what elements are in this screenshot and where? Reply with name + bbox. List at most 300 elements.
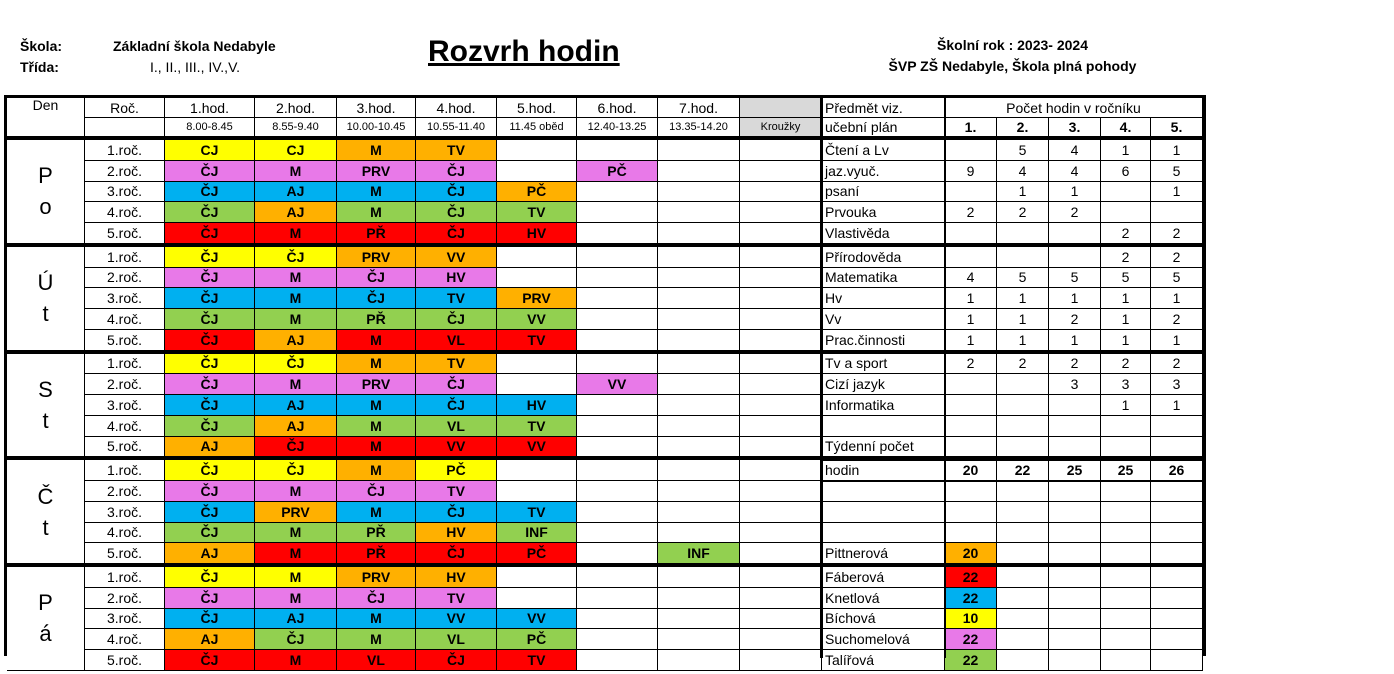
col-header-hour: 6.hod. <box>577 98 658 118</box>
plan-value <box>945 502 997 523</box>
lesson-cell: M <box>337 354 416 375</box>
plan-value: 1 <box>1049 330 1101 351</box>
col-header-den: Den <box>7 98 85 137</box>
plan-value: 4 <box>1049 161 1101 182</box>
plan-value: 1 <box>997 182 1049 203</box>
grade-cell: 4.roč. <box>85 202 165 223</box>
col-header-time: 11.45 oběd <box>497 118 577 137</box>
plan-subject: Hv <box>822 288 945 309</box>
lesson-cell <box>740 330 822 351</box>
plan-subject: Čtení a Lv <box>822 140 945 161</box>
plan-header-subject-sub: učební plán <box>822 118 945 137</box>
plan-value: 1 <box>1101 330 1151 351</box>
col-header-time: 8.00-8.45 <box>165 118 255 137</box>
plan-subject: Prac.činnosti <box>822 330 945 351</box>
lesson-cell: PRV <box>497 288 577 309</box>
grade-cell: 5.roč. <box>85 543 165 564</box>
grade-cell: 2.roč. <box>85 481 165 502</box>
lesson-cell <box>740 650 822 671</box>
plan-subject: Vv <box>822 309 945 330</box>
plan-value <box>997 523 1049 544</box>
grade-cell: 5.roč. <box>85 223 165 244</box>
lesson-cell <box>497 354 577 375</box>
weekly-total: 25 <box>1101 460 1151 481</box>
plan-value: 2 <box>997 202 1049 223</box>
lesson-cell <box>658 140 740 161</box>
lesson-cell: PŘ <box>337 523 416 544</box>
lesson-cell: M <box>255 309 337 330</box>
lesson-cell: M <box>337 416 416 437</box>
plan-value: 1 <box>1101 395 1151 416</box>
lesson-cell: ČJ <box>165 223 255 244</box>
plan-value <box>1049 247 1101 268</box>
plan-value <box>997 395 1049 416</box>
lesson-cell: ČJ <box>165 374 255 395</box>
grid-divider <box>7 564 822 567</box>
lesson-cell: PČ <box>497 182 577 203</box>
teacher-hours: 22 <box>945 588 997 609</box>
lesson-cell: ČJ <box>165 609 255 630</box>
plan-value: 1 <box>1049 288 1101 309</box>
plan-value: 5 <box>1101 268 1151 289</box>
plan-value: 5 <box>1151 268 1203 289</box>
plan-header-grade: 2. <box>997 118 1049 137</box>
teacher-name: Talířová <box>822 650 945 671</box>
grid-divider <box>822 459 1203 461</box>
plan-value: 1 <box>1101 140 1151 161</box>
lesson-cell: AJ <box>255 182 337 203</box>
lesson-cell <box>658 288 740 309</box>
lesson-cell: ČJ <box>165 588 255 609</box>
weekly-total: 22 <box>997 460 1049 481</box>
plan-value <box>1101 202 1151 223</box>
lesson-cell: ČJ <box>337 588 416 609</box>
lesson-cell <box>658 567 740 588</box>
lesson-cell: VV <box>416 437 497 458</box>
plan-value <box>1151 650 1203 671</box>
lesson-cell <box>577 223 658 244</box>
plan-value <box>945 437 997 458</box>
plan-value <box>1101 437 1151 458</box>
weekly-total: 20 <box>945 460 997 481</box>
school-program: ŠVP ZŠ Nedabyle, Škola plná pohody <box>888 58 1137 74</box>
plan-value <box>997 374 1049 395</box>
lesson-cell <box>740 268 822 289</box>
lesson-cell <box>577 140 658 161</box>
lesson-cell: ČJ <box>337 268 416 289</box>
plan-value <box>1049 543 1101 564</box>
grid-divider <box>820 98 823 658</box>
page-title: Rozvrh hodin <box>428 35 620 68</box>
plan-value: 2 <box>997 354 1049 375</box>
plan-value <box>1151 416 1203 437</box>
lesson-cell: PŘ <box>337 223 416 244</box>
plan-value <box>945 182 997 203</box>
plan-subject: psaní <box>822 182 945 203</box>
lesson-cell: TV <box>497 330 577 351</box>
teacher-name: Pittnerová <box>822 543 945 564</box>
plan-value <box>1049 502 1101 523</box>
lesson-cell: M <box>337 395 416 416</box>
plan-value <box>1101 588 1151 609</box>
plan-subject: Přírodověda <box>822 247 945 268</box>
lesson-cell <box>658 268 740 289</box>
lesson-cell <box>740 588 822 609</box>
plan-value <box>997 437 1049 458</box>
lesson-cell: ČJ <box>416 650 497 671</box>
lesson-cell <box>577 460 658 481</box>
lesson-cell <box>740 223 822 244</box>
plan-value <box>1101 182 1151 203</box>
lesson-cell: VL <box>416 416 497 437</box>
grade-cell: 3.roč. <box>85 609 165 630</box>
lesson-cell: VL <box>416 629 497 650</box>
lesson-cell: AJ <box>165 437 255 458</box>
lesson-cell: ČJ <box>416 374 497 395</box>
lesson-cell <box>577 567 658 588</box>
plan-value: 2 <box>1049 354 1101 375</box>
day-letter: Č <box>37 483 54 509</box>
day-letter: o <box>39 194 52 220</box>
day-letter: á <box>39 621 52 647</box>
plan-value: 1 <box>945 309 997 330</box>
lesson-cell <box>497 247 577 268</box>
col-header-hour: 1.hod. <box>165 98 255 118</box>
plan-subject: Tv a sport <box>822 354 945 375</box>
lesson-cell: M <box>337 140 416 161</box>
lesson-cell: ČJ <box>165 354 255 375</box>
lesson-cell <box>577 416 658 437</box>
lesson-cell <box>740 416 822 437</box>
col-header-roc-sub <box>85 118 165 137</box>
lesson-cell <box>577 268 658 289</box>
plan-value: 1 <box>997 288 1049 309</box>
plan-value <box>997 223 1049 244</box>
lesson-cell <box>497 140 577 161</box>
lesson-cell: PRV <box>337 374 416 395</box>
plan-header-grade: 5. <box>1151 118 1203 137</box>
lesson-cell: ČJ <box>416 309 497 330</box>
lesson-cell: TV <box>497 202 577 223</box>
plan-value: 2 <box>1049 202 1101 223</box>
lesson-cell: TV <box>497 650 577 671</box>
plan-value <box>997 609 1049 630</box>
plan-value: 2 <box>1151 223 1203 244</box>
plan-subject: jaz.vyuč. <box>822 161 945 182</box>
lesson-cell: HV <box>497 395 577 416</box>
teacher-name: Fáberová <box>822 567 945 588</box>
lesson-cell <box>658 223 740 244</box>
grade-cell: 3.roč. <box>85 288 165 309</box>
col-header-hour: 2.hod. <box>255 98 337 118</box>
grade-cell: 1.roč. <box>85 567 165 588</box>
lesson-cell <box>658 437 740 458</box>
lesson-cell <box>577 330 658 351</box>
class-label: Třída: <box>20 59 59 75</box>
lesson-cell: ČJ <box>416 502 497 523</box>
lesson-cell: PRV <box>337 567 416 588</box>
plan-value <box>1049 609 1101 630</box>
lesson-cell: HV <box>416 567 497 588</box>
grade-cell: 2.roč. <box>85 588 165 609</box>
plan-value: 1 <box>1101 288 1151 309</box>
lesson-cell <box>577 650 658 671</box>
plan-value: 4 <box>997 161 1049 182</box>
lesson-cell: ČJ <box>165 650 255 671</box>
lesson-cell: INF <box>658 543 740 564</box>
lesson-cell: PČ <box>416 460 497 481</box>
lesson-cell <box>577 481 658 502</box>
lesson-cell <box>658 523 740 544</box>
teacher-name: Bíchová <box>822 609 945 630</box>
grade-cell: 1.roč. <box>85 460 165 481</box>
lesson-cell <box>740 460 822 481</box>
plan-value <box>1151 437 1203 458</box>
grade-cell: 4.roč. <box>85 309 165 330</box>
plan-value: 9 <box>945 161 997 182</box>
plan-subject: Prvouka <box>822 202 945 223</box>
lesson-cell <box>740 481 822 502</box>
lesson-cell: ČJ <box>416 223 497 244</box>
lesson-cell <box>577 437 658 458</box>
plan-value <box>945 223 997 244</box>
plan-value: 4 <box>1049 140 1101 161</box>
lesson-cell: ČJ <box>416 202 497 223</box>
col-header-hour <box>740 98 822 118</box>
lesson-cell: M <box>255 543 337 564</box>
plan-value <box>997 567 1049 588</box>
lesson-cell: CJ <box>255 140 337 161</box>
lesson-cell: PČ <box>497 629 577 650</box>
lesson-cell: HV <box>416 523 497 544</box>
plan-value: 2 <box>1151 309 1203 330</box>
plan-value <box>1151 502 1203 523</box>
lesson-cell: ČJ <box>255 247 337 268</box>
lesson-cell: M <box>255 161 337 182</box>
plan-value: 2 <box>1151 354 1203 375</box>
plan-blank <box>822 502 945 523</box>
lesson-cell: ČJ <box>165 288 255 309</box>
col-header-hour: 3.hod. <box>337 98 416 118</box>
plan-blank <box>822 481 945 502</box>
plan-value: 4 <box>945 268 997 289</box>
col-header-time: 13.35-14.20 <box>658 118 740 137</box>
grade-cell: 3.roč. <box>85 182 165 203</box>
lesson-cell <box>740 354 822 375</box>
lesson-cell: ČJ <box>165 481 255 502</box>
plan-value: 1 <box>1151 330 1203 351</box>
lesson-cell: VV <box>497 309 577 330</box>
lesson-cell <box>658 460 740 481</box>
plan-value: 1 <box>1151 182 1203 203</box>
plan-value <box>1101 650 1151 671</box>
grid-divider <box>822 480 1203 482</box>
plan-value: 1 <box>1151 140 1203 161</box>
lesson-cell: ČJ <box>165 202 255 223</box>
teacher-hours: 22 <box>945 629 997 650</box>
lesson-cell <box>740 374 822 395</box>
school-label: Škola: <box>20 38 63 54</box>
lesson-cell <box>740 395 822 416</box>
lesson-cell <box>577 309 658 330</box>
lesson-cell <box>740 247 822 268</box>
lesson-cell <box>658 182 740 203</box>
lesson-cell <box>497 460 577 481</box>
plan-value: 1 <box>997 309 1049 330</box>
lesson-cell: ČJ <box>165 161 255 182</box>
lesson-cell <box>577 247 658 268</box>
plan-value <box>1101 609 1151 630</box>
lesson-cell: ČJ <box>416 395 497 416</box>
plan-value <box>1049 650 1101 671</box>
lesson-cell: ČJ <box>165 416 255 437</box>
plan-value <box>1101 567 1151 588</box>
weekly-total: 26 <box>1151 460 1203 481</box>
day-letter: P <box>38 163 53 189</box>
lesson-cell <box>658 416 740 437</box>
lesson-cell <box>497 161 577 182</box>
lesson-cell <box>497 588 577 609</box>
lesson-cell: M <box>337 629 416 650</box>
plan-value <box>1049 523 1101 544</box>
lesson-cell: ČJ <box>255 437 337 458</box>
plan-header-grade: 1. <box>945 118 997 137</box>
class-value: I., II., III., IV.,V. <box>150 59 241 75</box>
plan-value: 1 <box>1049 182 1101 203</box>
lesson-cell: HV <box>416 268 497 289</box>
lesson-cell: PRV <box>337 247 416 268</box>
lesson-cell <box>658 588 740 609</box>
teacher-hours: 22 <box>945 650 997 671</box>
lesson-cell: ČJ <box>165 460 255 481</box>
plan-blank <box>822 416 945 437</box>
lesson-cell: ČJ <box>165 502 255 523</box>
plan-value: 6 <box>1101 161 1151 182</box>
grid-divider <box>944 98 946 658</box>
weekly-total: 25 <box>1049 460 1101 481</box>
plan-value: 1 <box>1151 395 1203 416</box>
plan-header-grade: 4. <box>1101 118 1151 137</box>
plan-value: 1 <box>945 288 997 309</box>
plan-value <box>945 395 997 416</box>
grade-cell: 5.roč. <box>85 437 165 458</box>
plan-value: 3 <box>1101 374 1151 395</box>
plan-value <box>1101 502 1151 523</box>
lesson-cell: M <box>337 202 416 223</box>
plan-value <box>1151 481 1203 502</box>
lesson-cell: AJ <box>255 202 337 223</box>
plan-subject: Cizí jazyk <box>822 374 945 395</box>
lesson-cell: VV <box>577 374 658 395</box>
plan-value: 2 <box>1049 309 1101 330</box>
teacher-hours: 22 <box>945 567 997 588</box>
plan-value <box>1101 481 1151 502</box>
lesson-cell: M <box>337 330 416 351</box>
plan-value <box>1151 609 1203 630</box>
plan-value: 5 <box>997 140 1049 161</box>
plan-value <box>1151 588 1203 609</box>
lesson-cell: ČJ <box>416 543 497 564</box>
plan-value: 2 <box>1101 247 1151 268</box>
lesson-cell <box>658 502 740 523</box>
plan-value <box>945 247 997 268</box>
lesson-cell: ČJ <box>255 460 337 481</box>
lesson-cell: ČJ <box>165 567 255 588</box>
grade-cell: 1.roč. <box>85 354 165 375</box>
grade-cell: 3.roč. <box>85 502 165 523</box>
lesson-cell <box>740 523 822 544</box>
plan-header-count: Počet hodin v ročníku <box>945 98 1203 118</box>
lesson-cell <box>740 629 822 650</box>
grade-cell: 3.roč. <box>85 395 165 416</box>
lesson-cell: ČJ <box>165 268 255 289</box>
grade-cell: 2.roč. <box>85 268 165 289</box>
col-header-hour: 5.hod. <box>497 98 577 118</box>
lesson-cell: VV <box>497 609 577 630</box>
plan-value <box>1101 543 1151 564</box>
lesson-cell <box>740 502 822 523</box>
teacher-name: Knetlová <box>822 588 945 609</box>
lesson-cell <box>497 268 577 289</box>
lesson-cell <box>577 629 658 650</box>
plan-value <box>945 140 997 161</box>
plan-value <box>945 523 997 544</box>
plan-value: 1 <box>997 330 1049 351</box>
lesson-cell: ČJ <box>416 182 497 203</box>
plan-value <box>997 629 1049 650</box>
lesson-cell: ČJ <box>337 481 416 502</box>
grade-cell: 2.roč. <box>85 374 165 395</box>
lesson-cell: M <box>255 650 337 671</box>
plan-value: 2 <box>1151 247 1203 268</box>
plan-value <box>997 588 1049 609</box>
day-letter: P <box>38 590 53 616</box>
day-letter: t <box>42 301 49 327</box>
lesson-cell: INF <box>497 523 577 544</box>
lesson-cell: VV <box>416 609 497 630</box>
plan-value <box>1049 567 1101 588</box>
lesson-cell <box>658 202 740 223</box>
lesson-cell: ČJ <box>416 161 497 182</box>
lesson-cell: TV <box>416 354 497 375</box>
lesson-cell: TV <box>416 140 497 161</box>
grid-divider <box>7 457 822 460</box>
plan-value: 2 <box>1101 223 1151 244</box>
plan-value <box>997 247 1049 268</box>
day-letter: t <box>42 514 49 540</box>
col-header-hour: 4.hod. <box>416 98 497 118</box>
col-header-time: 10.00-10.45 <box>337 118 416 137</box>
lesson-cell: TV <box>497 502 577 523</box>
lesson-cell: M <box>255 268 337 289</box>
grid-divider <box>7 244 822 247</box>
lesson-cell <box>577 288 658 309</box>
day-label <box>7 140 85 244</box>
lesson-cell <box>658 395 740 416</box>
lesson-cell <box>658 354 740 375</box>
lesson-cell: ČJ <box>165 309 255 330</box>
plan-value: 5 <box>1151 161 1203 182</box>
lesson-cell <box>577 588 658 609</box>
lesson-cell: PČ <box>497 543 577 564</box>
lesson-cell: M <box>255 567 337 588</box>
lesson-cell <box>497 567 577 588</box>
lesson-cell <box>577 395 658 416</box>
plan-value <box>1049 395 1101 416</box>
lesson-cell: AJ <box>165 543 255 564</box>
lesson-cell: AJ <box>255 416 337 437</box>
lesson-cell <box>658 374 740 395</box>
